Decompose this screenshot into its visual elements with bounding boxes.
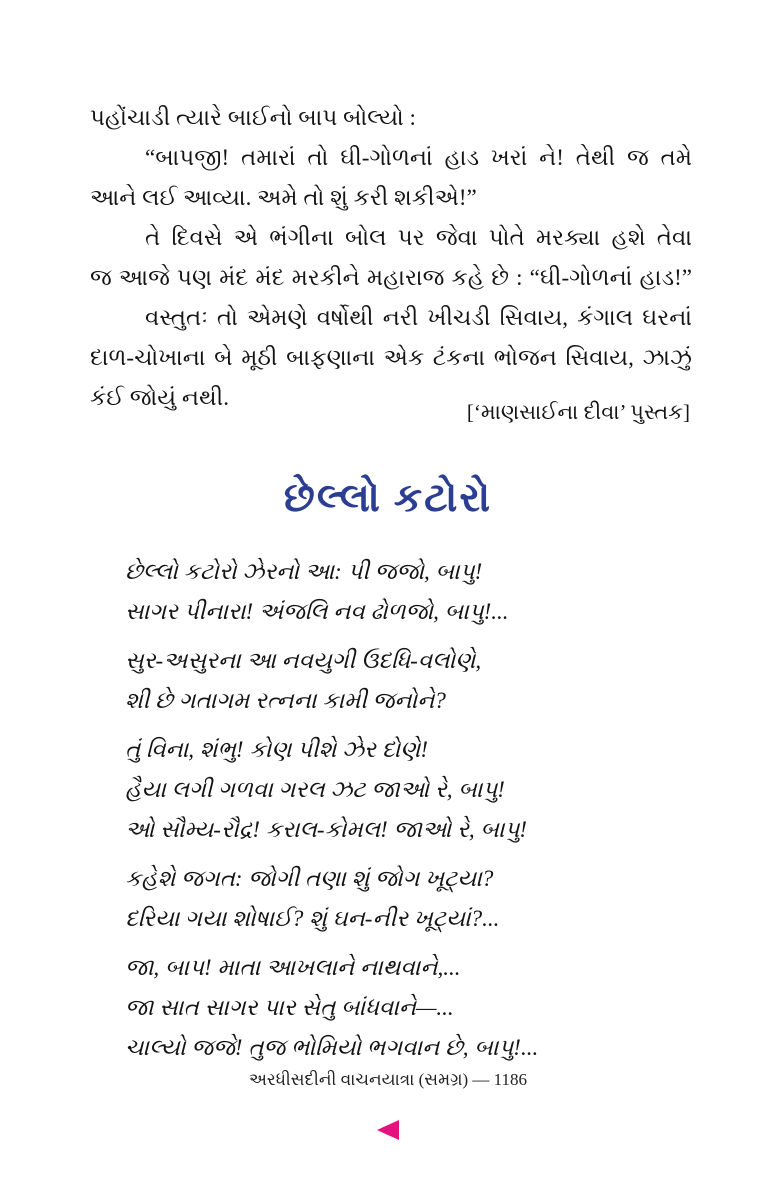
prose-line: કંઈ જોયું નથી. xyxy=(90,385,229,410)
poem-line: ઓ સૌમ્ય-રૌદ્ર! કરાલ-કોમલ! જાઓ રે, બાપુ! xyxy=(125,817,528,842)
prose-line: તે દિવસે એ ભંગીના બોલ પર જેવા પોતે મરક્યા હશે તેવા xyxy=(145,225,692,250)
poem-line: છેલ્લો કટોરો ઝેરનો આ: પી જજો, બાપુ! xyxy=(125,559,483,584)
prose-line: આને લઈ આવ્યા. અમે તો શું કરી શકીએ!” xyxy=(90,185,477,210)
prose-line: જ આજે પણ મંદ મંદ મરકીને મહારાજ કહે છે : “ઘી-ગોળનાં હાડ!” xyxy=(90,265,692,290)
page-footer: અરધીસદીની વાચનયાત્રા (સમગ્ર) — 1186 xyxy=(248,1070,528,1089)
poem-line: હૈયા લગી ગળવા ગરલ ઝટ જાઓ રે, બાપુ! xyxy=(125,777,505,802)
poem-stanza xyxy=(125,641,538,721)
poem-stanza xyxy=(125,552,538,632)
poem-title: છેલ્લો કટોરો xyxy=(283,475,493,520)
poem-line: ચાલ્યો જજે! તુજ ભોમિયો ભગવાન છે, બાપુ!... xyxy=(125,1035,539,1060)
poem-stanza xyxy=(125,859,538,939)
poem-line: કહેશે જગત: જોગી તણા શું જોગ ખૂટ્યા? xyxy=(125,866,494,891)
poem-line: જા સાત સાગર પાર સેતુ બાંધવાને—... xyxy=(125,995,454,1020)
prose-line: “બાપજી! તમારાં તો ઘી-ગોળનાં હાડ ખરાં ને! તેથી જ તમે xyxy=(145,145,692,170)
poem-line: દરિયા ગયા શોષાઈ? શું ઘન-નીર ખૂટ્યાં?... xyxy=(125,906,500,931)
poem-line: જા, બાપ! માતા આખલાને નાથવાને,... xyxy=(125,955,461,980)
prose-line: દાળ-ચોખાના બે મૂઠી બાફણાના એક ટંકના ભોજન સિવાય, ઝાઝું xyxy=(90,345,692,370)
prev-page-triangle-icon xyxy=(377,1120,399,1140)
poem-line: તું વિના, શંભુ! કોણ પીશે ઝેર દોણે! xyxy=(125,737,429,762)
poem-stanza xyxy=(125,948,538,1068)
poem-line: સાગર પીનારા! અંજલિ નવ ઢોળજો, બાપુ!... xyxy=(125,599,509,624)
poem-stanza xyxy=(125,730,538,850)
poem-block xyxy=(125,552,538,1077)
poem-line: સુર-અસુરના આ નવયુગી ઉદધિ-વલોણે, xyxy=(125,648,482,673)
prose-block xyxy=(90,98,692,418)
prose-line: વસ્તુતઃ તો એમણે વર્ષોથી નરી ખીચડી સિવાય, કંગાલ ઘરનાં xyxy=(145,305,692,330)
poem-line: શી છે ગતાગમ રત્નના કામી જનોને? xyxy=(125,688,446,713)
source-attribution: [‘માણસાઈના દીવા’ પુસ્તક] xyxy=(466,400,690,424)
prose-line: પહોંચાડી ત્યારે બાઈનો બાપ બોલ્યો : xyxy=(90,105,416,130)
